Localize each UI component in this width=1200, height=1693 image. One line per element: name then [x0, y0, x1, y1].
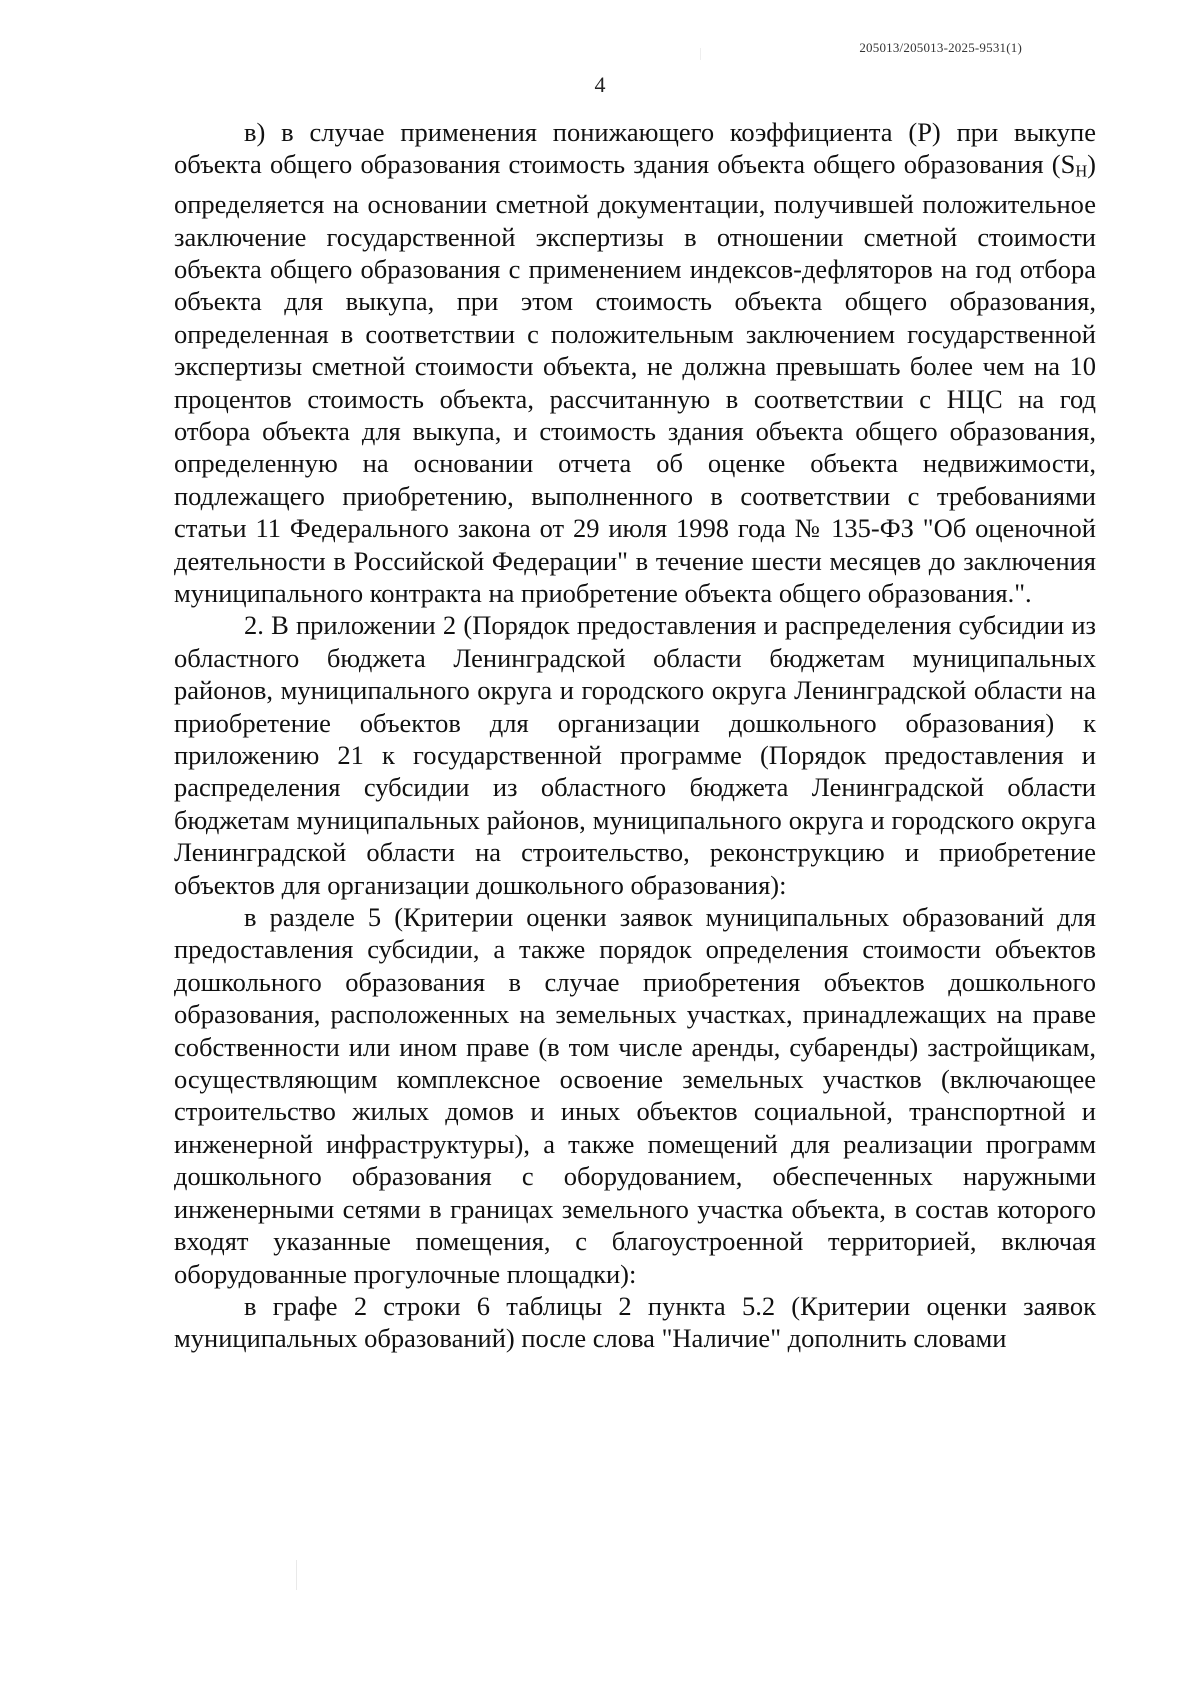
page-number: 4 — [594, 72, 606, 97]
paragraph-text: ) определяется на основании сметной документации, получившей положительное заключение государственной экспертизы в отношении сметной стоимости объекта общего образования с применением индексов-дефляторов на год отбора объекта для выкупа, при этом стоимость объекта общего образования, определенная в соответствии с положительным заключением государственной экспертизы сметной стоимости объекта, не должна превышать более чем на 10 процентов стоимость объекта, рассчитанную в соответствии с НЦС на год отбора объекта для выкупа, и стоимость здания объекта общего образования, определенную на основании отчета об оценке объекта недвижимости, подлежащего приобретению, выполненного в соответствии с требованиями статьи 11 Федерального закона от 29 июля 1998 года № 135-ФЗ "Об оценочной деятельности в Российской Федерации" в течение шести месяцев до заключения муниципального контракта на приобретение объекта общего образования.". — [174, 149, 1096, 608]
paragraph-section-5: в разделе 5 (Критерии оценки заявок муниципальных образований для предоставления субсидии, а также порядок определения стоимости объектов дошкольного образования в случае приобретения объектов дошкольного образования, расположенных на земельных участках, принадлежащих на праве собственности или ином праве (в том числе аренды, субаренды) застройщикам, осуществляющим комплексное освоение земельных участков (включающее строительство жилых домов и иных объектов социальной, транспортной и инженерной инфраструктуры), а также помещений для реализации программ дошкольного образования с оборудованием, обеспеченных наружными инженерными сетями в границах земельного участка объекта, в состав которого входят указанные помещения, с благоустроенной территорией, включая оборудованные прогулочные площадки): — [174, 902, 1096, 1289]
scan-artifact — [296, 1560, 297, 1590]
document-body — [174, 116, 1096, 1355]
document-registration-number: 205013/205013-2025-9531(1) — [859, 40, 1022, 55]
subscript-h: Н — [1075, 161, 1088, 181]
scan-artifact — [700, 48, 701, 60]
paragraph-table-amendment: в графе 2 строки 6 таблицы 2 пункта 5.2 (Критерии оценки заявок муниципальных образований) после слова "Наличие" дополнить словами — [174, 1290, 1096, 1354]
paragraph-text: в) в случае применения понижающего коэффициента (Р) при выкупе объекта общего образования стоимость здания объекта общего образования (S — [174, 117, 1096, 180]
paragraph-subpoint-v — [174, 116, 1096, 609]
paragraph-item-2: 2. В приложении 2 (Порядок предоставления и распределения субсидии из областного бюджета Ленинградской области бюджетам муниципальных районов, муниципального округа и городского округа Ленинградской области на приобретение объектов для организации дошкольного образования) к приложению 21 к государственной программе (Порядок предоставления и распределения субсидии из областного бюджета Ленинградской области бюджетам муниципальных районов, муниципального округа и городского округа Ленинградской области на строительство, реконструкцию и приобретение объектов для организации дошкольного образования): — [174, 610, 1096, 900]
